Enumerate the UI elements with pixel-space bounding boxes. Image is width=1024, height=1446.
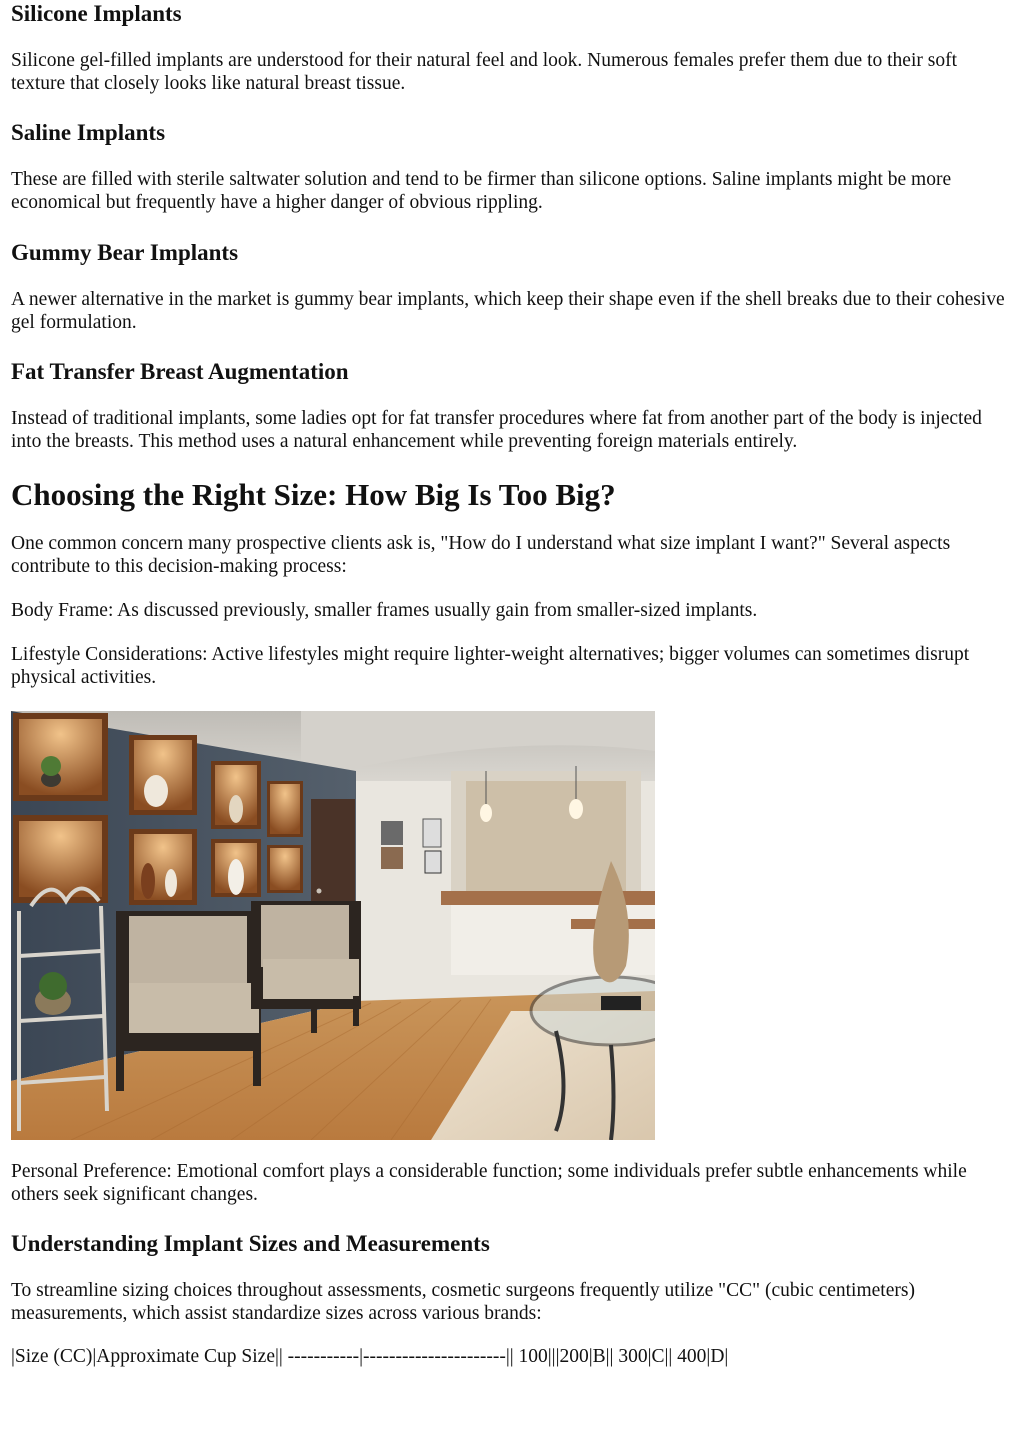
heading-fat-transfer: Fat Transfer Breast Augmentation <box>11 359 349 384</box>
paragraph-saline: These are filled with sterile saltwater solution and tend to be firmer than silicone options. Saline implants might be more economical but frequently have a higher danger of obvious rippling. <box>11 169 952 213</box>
heading-gummy-bear-implants: Gummy Bear Implants <box>11 240 239 265</box>
heading-silicone-implants: Silicone Implants <box>11 1 182 26</box>
paragraph-cc-measurements: To streamline sizing choices throughout assessments, cosmetic surgeons frequently utilize "CC" (cubic centimeters) measurements, which assist standardize sizes across various brands: <box>11 1280 915 1324</box>
waiting-room-photo <box>11 711 655 1140</box>
paragraph-size-intro: One common concern many prospective clients ask is, "How do I understand what size implant I want?" Several aspects contribute to this decision-making process: <box>11 533 951 577</box>
size-table-raw-text: |Size (CC)|Approximate Cup Size|| -----------|----------------------|| 100|||200|B|| 300|C|| 400|D| <box>11 1346 729 1367</box>
heading-choosing-size: Choosing the Right Size: How Big Is Too Big? <box>11 477 616 512</box>
paragraph-personal-preference: Personal Preference: Emotional comfort plays a considerable function; some individuals prefer subtle enhancements while others seek significant changes. <box>11 1161 967 1205</box>
heading-understanding-sizes: Understanding Implant Sizes and Measurements <box>11 1231 490 1256</box>
paragraph-fat-transfer: Instead of traditional implants, some ladies opt for fat transfer procedures where fat from another part of the body is injected into the breasts. This method uses a natural enhancement while preventing foreign materials entirely. <box>11 408 982 452</box>
heading-saline-implants: Saline Implants <box>11 120 166 145</box>
paragraph-body-frame: Body Frame: As discussed previously, smaller frames usually gain from smaller-sized implants. <box>11 600 758 621</box>
paragraph-lifestyle: Lifestyle Considerations: Active lifestyles might require lighter-weight alternatives; bigger volumes can sometimes disrupt physical activities. <box>11 644 970 688</box>
paragraph-gummy: A newer alternative in the market is gummy bear implants, which keep their shape even if the shell breaks due to their cohesive gel formulation. <box>11 289 1005 333</box>
paragraph-silicone: Silicone gel-filled implants are understood for their natural feel and look. Numerous females prefer them due to their soft texture that closely looks like natural breast tissue. <box>11 50 957 94</box>
